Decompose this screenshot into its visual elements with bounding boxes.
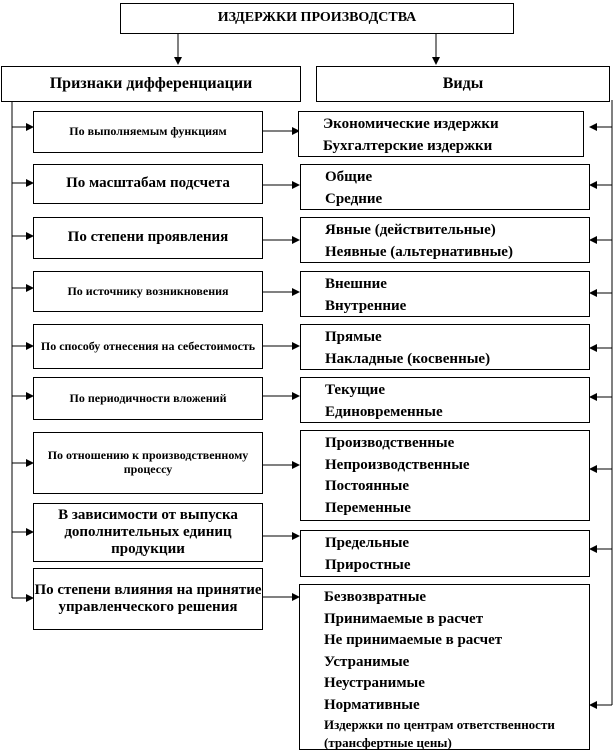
right-header: Виды bbox=[442, 74, 484, 92]
types-box-4 bbox=[300, 271, 590, 317]
type-item: Предельные bbox=[325, 535, 410, 551]
criterion-box-3 bbox=[33, 217, 263, 259]
types-box-8 bbox=[300, 530, 590, 577]
criterion-box-6 bbox=[33, 377, 263, 420]
type-item: Неявные (альтернативные) bbox=[325, 243, 513, 260]
criterion-box-5 bbox=[33, 324, 263, 369]
criterion-box-8 bbox=[33, 503, 263, 562]
criterion-box-1 bbox=[33, 111, 263, 153]
criterion-label: По источнику возникновения bbox=[67, 283, 229, 298]
types-box-5 bbox=[300, 324, 590, 370]
types-box-6 bbox=[300, 377, 590, 423]
diagram-title-box bbox=[120, 3, 514, 34]
type-item: Общие bbox=[325, 169, 373, 185]
diagram-title: ИЗДЕРЖКИ ПРОИЗВОДСТВА bbox=[217, 10, 417, 26]
criterion-label: По масштабам подсчета bbox=[66, 175, 230, 192]
type-item: Экономические издержки bbox=[323, 116, 499, 132]
type-item: Бухгалтерские издержки bbox=[323, 137, 493, 154]
type-item: Переменные bbox=[325, 499, 411, 516]
criterion-label: По степени влияния на принятие управленческого решения bbox=[34, 581, 262, 615]
criterion-label: По отношению к производственному процессу bbox=[47, 448, 249, 476]
type-item: Издержки по центрам ответственности (трансфертные цены) bbox=[324, 717, 555, 750]
type-item: Производственные bbox=[325, 435, 455, 451]
left-header: Признаки дифференциации bbox=[49, 74, 253, 92]
right-header-box bbox=[316, 66, 610, 102]
criterion-box-9 bbox=[33, 568, 263, 630]
type-item: Не принимаемые в расчет bbox=[324, 632, 503, 648]
types-box-7 bbox=[300, 430, 590, 521]
type-item: Принимаемые в расчет bbox=[324, 610, 484, 627]
type-item: Единовременные bbox=[325, 403, 443, 420]
type-item: Внутренние bbox=[325, 297, 407, 314]
type-item: Внешние bbox=[325, 276, 387, 292]
criterion-label: По периодичности вложений bbox=[69, 390, 227, 405]
types-box-1 bbox=[298, 111, 584, 157]
type-item: Безвозвратные bbox=[324, 589, 427, 605]
types-box-9 bbox=[299, 584, 590, 750]
types-box-2 bbox=[300, 164, 590, 210]
criterion-box-4 bbox=[33, 271, 263, 312]
type-item: Постоянные bbox=[325, 478, 409, 494]
criterion-box-7 bbox=[33, 432, 263, 494]
type-item: Приростные bbox=[325, 556, 411, 573]
type-item: Накладные (косвенные) bbox=[325, 350, 491, 367]
type-item: Неустранимые bbox=[324, 675, 425, 691]
criterion-label: По степени проявления bbox=[67, 229, 229, 246]
type-item: Нормативные bbox=[324, 696, 420, 713]
type-item: Явные (действительные) bbox=[325, 222, 496, 238]
criterion-box-2 bbox=[33, 164, 263, 204]
left-header-box bbox=[1, 66, 301, 102]
criterion-label: По выполняемым функциям bbox=[69, 124, 227, 139]
criterion-label: В зависимости от выпуска дополнительных единиц продукции bbox=[58, 506, 238, 558]
types-box-3 bbox=[300, 217, 590, 263]
criterion-label: По способу отнесения на себестоимость bbox=[40, 338, 256, 353]
type-item: Устранимые bbox=[324, 653, 410, 670]
type-item: Прямые bbox=[325, 329, 382, 345]
type-item: Средние bbox=[325, 190, 383, 207]
type-item: Текущие bbox=[325, 382, 385, 398]
type-item: Непроизводственные bbox=[325, 456, 470, 473]
